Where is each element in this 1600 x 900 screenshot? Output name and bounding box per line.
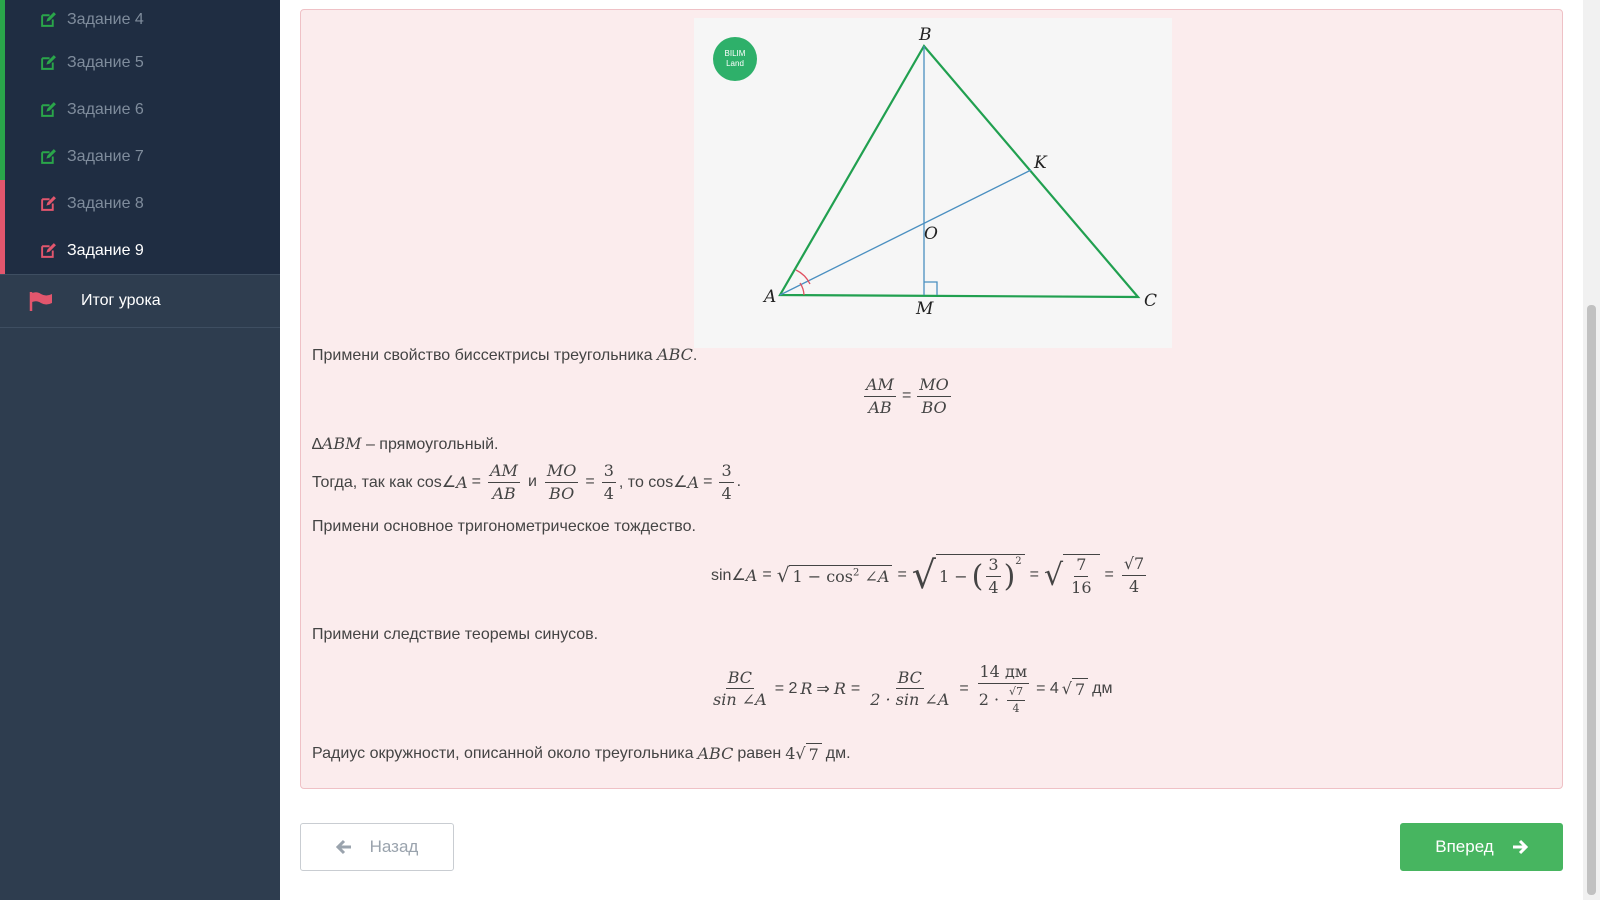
triangle-figure	[694, 18, 1172, 348]
angle-arc-2	[796, 270, 810, 284]
edit-icon	[40, 195, 57, 212]
logo	[713, 37, 757, 81]
sidebar-item-task-4[interactable]	[0, 0, 280, 39]
right-angle-mark	[924, 282, 937, 295]
step3-line: Тогда, так как cos∠ A = $\frac{AM}{AB}$ и $\frac{MO}{BO}$ = $\frac{3}{4}$ , то cos∠ A = $\frac{3}{4}$ .	[312, 461, 742, 503]
step2-text: ∆ABM – прямоугольный.	[312, 434, 499, 453]
logo-text-2: Land	[726, 59, 744, 68]
edit-icon	[40, 54, 57, 71]
sidebar	[0, 0, 280, 900]
step1-text: Примени свойство биссектрисы треугольника ABC.	[312, 345, 698, 364]
task-label: Задание 9	[67, 241, 144, 259]
step5-text: Примени следствие теоремы синусов.	[312, 626, 599, 643]
flag-icon	[28, 290, 54, 312]
main-content	[280, 0, 1583, 900]
sidebar-item-task-6[interactable]	[0, 86, 280, 133]
task-list	[0, 0, 280, 274]
equation-sine-law: $\frac{BC}{\sin \angle A}$ = 2 R ⇒ R = $\frac{BC}{2 \cdot \sin \angle A}$ = 14 дм 2 · $\frac{√7}{4}$ = 4 √ 7 дм	[713, 662, 1113, 715]
step4-text: Примени основное тригонометрическое тождество.	[312, 518, 696, 535]
next-button[interactable]	[1400, 823, 1563, 871]
task-label: Задание 8	[67, 194, 144, 212]
edit-icon	[40, 11, 57, 28]
logo-text-1: BILIM	[724, 49, 746, 58]
sidebar-item-task-9[interactable]	[0, 227, 280, 274]
edit-icon	[40, 242, 57, 259]
final-answer: Радиус окружности, описанной около треугольника ABC равен 4 √ 7 дм.	[312, 744, 851, 764]
task-label: Задание 5	[67, 53, 144, 71]
label-o: O	[924, 224, 938, 244]
task-label: Задание 6	[67, 100, 144, 118]
solution-card	[300, 9, 1563, 789]
edit-icon	[40, 101, 57, 118]
summary-label: Итог урока	[81, 292, 161, 309]
arrow-left-icon	[336, 839, 352, 855]
label-a: A	[764, 287, 777, 307]
task-label: Задание 7	[67, 147, 144, 165]
angle-arc-1	[800, 283, 804, 295]
equation-bisector: $\frac{AM}{AB}$ = $\frac{MO}{BO}$	[866, 375, 949, 417]
sidebar-item-lesson-summary[interactable]	[0, 274, 280, 328]
arrow-right-icon	[1512, 839, 1528, 855]
label-k: K	[1034, 153, 1047, 173]
label-b: B	[919, 25, 932, 45]
triangle-abc	[780, 46, 1138, 297]
sidebar-item-task-7[interactable]	[0, 133, 280, 180]
sidebar-item-task-5[interactable]	[0, 39, 280, 86]
sidebar-item-task-8[interactable]	[0, 180, 280, 227]
label-m: M	[916, 299, 934, 319]
equation-sine: sin∠ A = √ $1 - \cos^2$ ∠A = √ 1 − ( $\frac{3}{4}$ ) $^2$ = √ $\frac{7}{16}$ = $\frac{√7}{4}$	[711, 553, 1145, 597]
back-button[interactable]	[300, 823, 454, 871]
edit-icon	[40, 148, 57, 165]
next-label: Вперед	[1435, 837, 1494, 856]
bisector-ak	[780, 170, 1031, 295]
task-label: Задание 4	[67, 10, 144, 28]
label-c: C	[1144, 291, 1158, 311]
scrollbar[interactable]	[1583, 0, 1600, 900]
scrollbar-thumb[interactable]	[1587, 305, 1596, 895]
back-label: Назад	[369, 837, 419, 856]
